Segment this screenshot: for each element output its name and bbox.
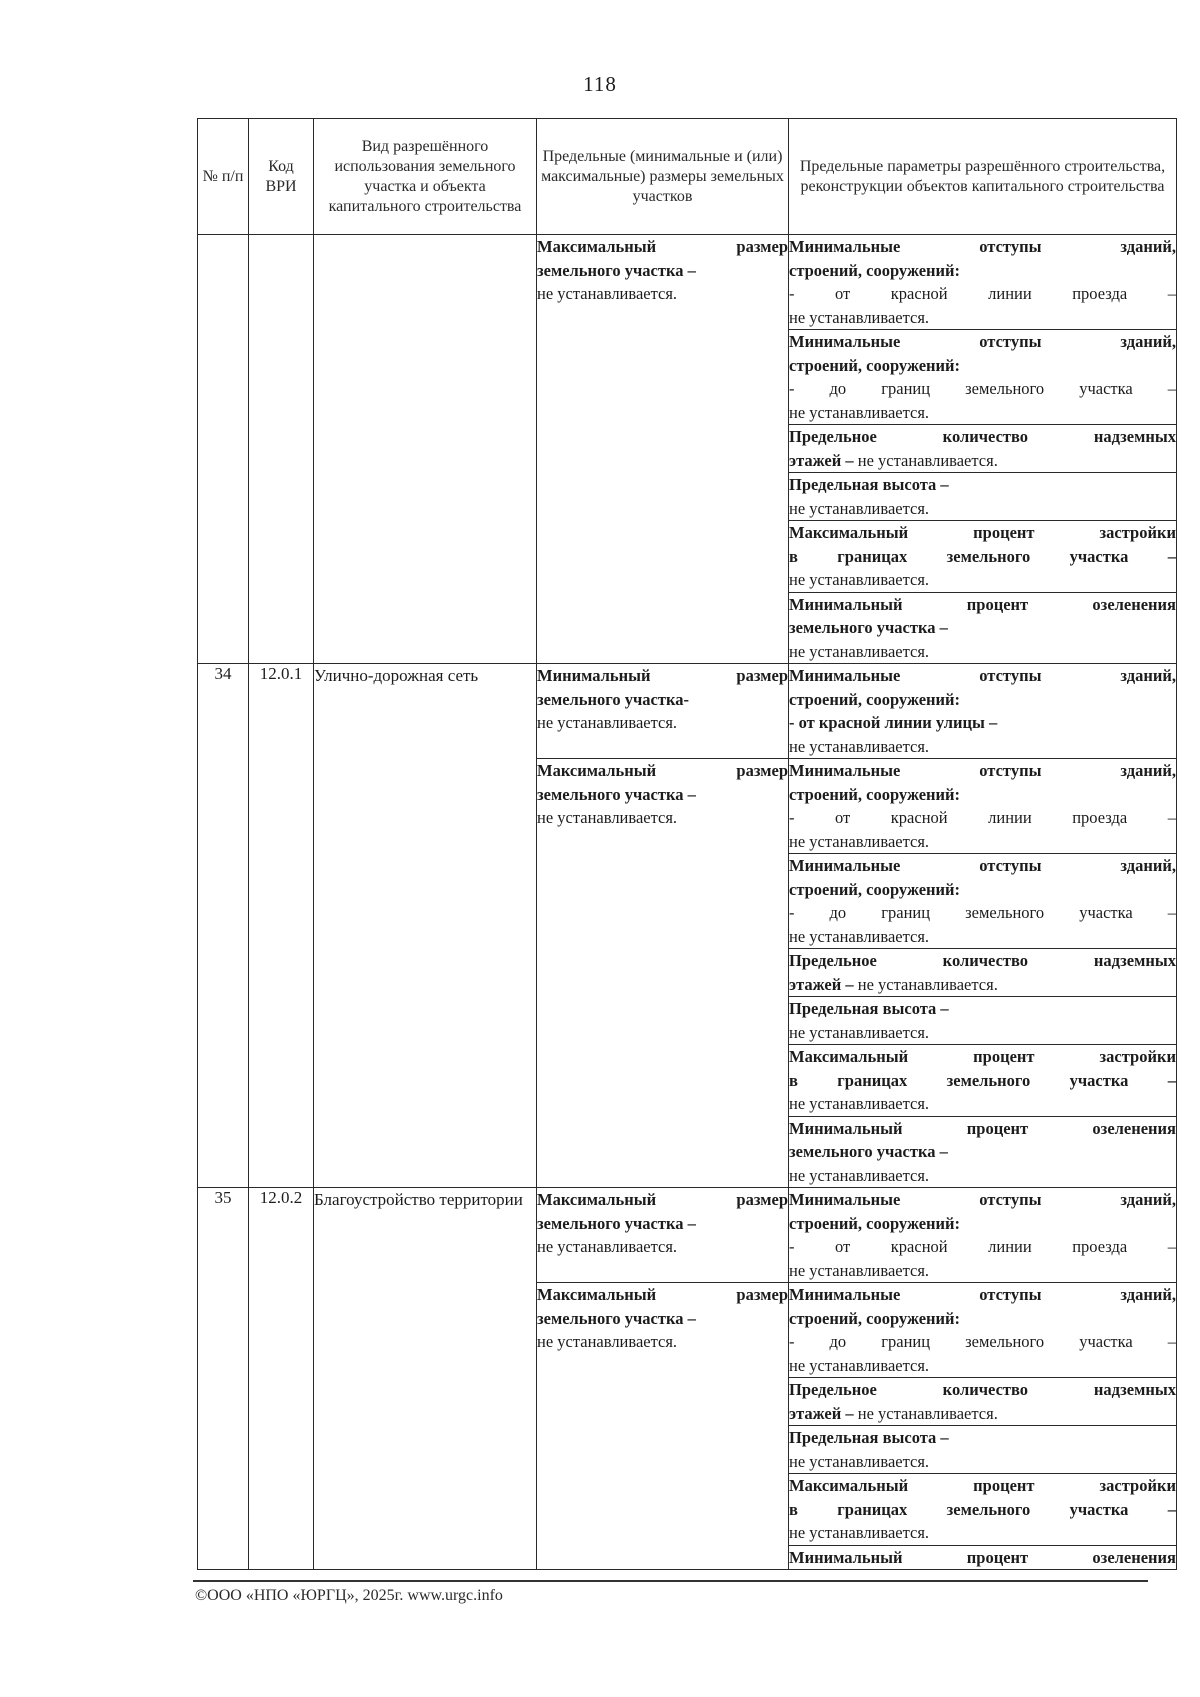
row-num: 34 <box>198 664 249 1188</box>
table-row <box>198 664 1177 759</box>
param-label: Предельная высота – <box>789 1428 949 1447</box>
param-height <box>789 473 1177 521</box>
header-vri: Вид разрешённого использования земельного участка и объекта капитального строительства <box>314 119 537 235</box>
param-label: строений, сооружений: <box>789 784 961 804</box>
param-value: не устанавливается. <box>853 1403 998 1423</box>
param-label: этажей – <box>789 450 854 470</box>
limit-value: не устанавливается. <box>537 1332 678 1351</box>
param-green-percent <box>789 1116 1177 1188</box>
table-row <box>198 1188 1177 1283</box>
param-label: Минимальный процент озеленения <box>789 1118 1176 1138</box>
param-label: в границах земельного участка – <box>789 1499 1176 1519</box>
row-vri: Благоустройство территории <box>314 1188 537 1570</box>
param-label: строений, сооружений: <box>789 689 961 709</box>
param-label: в границах земельного участка – <box>789 1070 1176 1090</box>
param-setback-red-line-street <box>789 664 1177 759</box>
limit-value: не устанавливается. <box>537 713 678 732</box>
table-header-row <box>198 119 1177 235</box>
row-num: 35 <box>198 1188 249 1570</box>
max-size-cell <box>537 759 789 1188</box>
limit-label: земельного участка – <box>537 1213 696 1233</box>
param-text: - до границ земельного участка – <box>789 1332 1176 1351</box>
param-value: не устанавливается. <box>789 402 930 422</box>
param-label: этажей – <box>789 1403 854 1423</box>
param-setback-red-line <box>789 759 1177 854</box>
param-setback-red-line <box>789 235 1177 330</box>
param-label: Минимальные отступы зданий, <box>789 1285 1176 1304</box>
param-build-percent <box>789 521 1177 593</box>
param-value: не устанавливается. <box>789 831 930 851</box>
param-floors <box>789 1378 1177 1426</box>
param-label: строений, сооружений: <box>789 355 961 375</box>
param-label: Предельное количество надземных <box>789 427 1176 446</box>
param-floors <box>789 949 1177 997</box>
vri-cell <box>314 235 537 664</box>
param-value: не устанавливается. <box>789 641 930 661</box>
param-value: не устанавливается. <box>789 1260 930 1280</box>
param-label: в границах земельного участка – <box>789 546 1176 566</box>
limit-label: Максимальный размер <box>537 237 788 256</box>
limit-label: земельного участка – <box>537 1308 696 1328</box>
param-label: Максимальный процент застройки <box>789 1476 1176 1495</box>
param-label: Предельное количество надземных <box>789 1380 1176 1399</box>
param-value: не устанавливается. <box>789 1451 930 1471</box>
footer-divider <box>193 1580 1148 1582</box>
param-value: не устанавливается. <box>789 498 930 518</box>
param-label: Максимальный процент застройки <box>789 523 1176 542</box>
param-label: Минимальные отступы зданий, <box>789 237 1176 256</box>
limit-label: земельного участка- <box>537 689 689 709</box>
param-green-percent <box>789 592 1177 664</box>
regulations-table <box>197 118 1177 1570</box>
param-label: Минимальный процент озеленения <box>789 594 1176 614</box>
param-label: строений, сооружений: <box>789 260 961 280</box>
param-value: не устанавливается. <box>789 926 930 946</box>
param-label: земельного участка – <box>789 618 948 637</box>
param-label: строений, сооружений: <box>789 1308 961 1328</box>
param-setback-borders <box>789 330 1177 425</box>
limit-label: земельного участка – <box>537 260 696 280</box>
param-label: Минимальные отступы зданий, <box>789 1190 1176 1209</box>
limit-value: не устанавливается. <box>537 808 678 827</box>
param-label: Максимальный процент застройки <box>789 1047 1176 1066</box>
param-value: не устанавливается. <box>789 1094 930 1113</box>
param-value: не устанавливается. <box>789 1523 930 1542</box>
limit-label: Максимальный размер <box>537 761 788 780</box>
limit-label: Максимальный размер <box>537 1190 788 1209</box>
row-code: 12.0.1 <box>249 664 314 1188</box>
param-label: строений, сооружений: <box>789 1213 961 1233</box>
limit-label: земельного участка – <box>537 784 696 804</box>
param-value: не устанавливается. <box>853 450 998 470</box>
param-value: не устанавливается. <box>853 974 998 994</box>
max-size-cell <box>537 235 789 664</box>
param-value: не устанавливается. <box>789 1022 930 1042</box>
param-label: строений, сооружений: <box>789 879 961 899</box>
param-value: не устанавливается. <box>789 1355 930 1375</box>
param-label: Минимальные отступы зданий, <box>789 332 1176 351</box>
param-height <box>789 997 1177 1045</box>
header-num: № п/п <box>198 119 249 235</box>
row-vri: Улично-дорожная сеть <box>314 664 537 1188</box>
num-cell <box>198 235 249 664</box>
min-size-cell <box>537 664 789 759</box>
param-text: - от красной линии проезда – <box>789 808 1176 827</box>
header-code: Код ВРИ <box>249 119 314 235</box>
param-height <box>789 1426 1177 1474</box>
param-value: не устанавливается. <box>789 307 930 327</box>
param-setback-borders <box>789 854 1177 949</box>
param-floors <box>789 425 1177 473</box>
param-label: - от красной линии улицы – <box>789 713 998 732</box>
max-size-cell <box>537 1283 789 1570</box>
param-text: - от красной линии проезда – <box>789 1237 1176 1256</box>
param-label: Предельная высота – <box>789 475 949 494</box>
header-params: Предельные параметры разрешённого строительства, реконструкции объектов капитального строительства <box>789 119 1177 235</box>
limit-label: Максимальный размер <box>537 1285 788 1304</box>
param-text: - до границ земельного участка – <box>789 379 1176 398</box>
row-code: 12.0.2 <box>249 1188 314 1570</box>
param-value: не устанавливается. <box>789 736 930 756</box>
limit-label: Минимальный размер <box>537 666 788 685</box>
param-setback-borders <box>789 1283 1177 1378</box>
param-text: - до границ земельного участка – <box>789 903 1176 922</box>
param-value: не устанавливается. <box>789 570 930 589</box>
footer-copyright: ©ООО «НПО «ЮРГЦ», 2025г. www.urgc.info <box>195 1587 503 1604</box>
param-label: Предельная высота – <box>789 999 949 1018</box>
param-green-percent <box>789 1545 1177 1570</box>
param-value: не устанавливается. <box>789 1165 930 1185</box>
header-limits: Предельные (минимальные и (или) максимальные) размеры земельных участков <box>537 119 789 235</box>
limit-value: не устанавливается. <box>537 1237 678 1256</box>
max-size-cell <box>537 1188 789 1283</box>
param-label: Предельное количество надземных <box>789 951 1176 970</box>
param-label: Минимальные отступы зданий, <box>789 666 1176 685</box>
page-number: 118 <box>583 72 617 96</box>
param-label: Минимальные отступы зданий, <box>789 761 1176 780</box>
limit-value: не устанавливается. <box>537 284 678 303</box>
param-setback-red-line <box>789 1188 1177 1283</box>
param-label: этажей – <box>789 974 854 994</box>
param-build-percent <box>789 1045 1177 1117</box>
param-label: Минимальные отступы зданий, <box>789 856 1176 875</box>
param-label: земельного участка – <box>789 1142 948 1161</box>
code-cell <box>249 235 314 664</box>
param-label: Минимальный процент озеленения <box>789 1547 1176 1567</box>
param-text: - от красной линии проезда – <box>789 284 1176 303</box>
table-row <box>198 235 1177 330</box>
param-build-percent <box>789 1474 1177 1546</box>
